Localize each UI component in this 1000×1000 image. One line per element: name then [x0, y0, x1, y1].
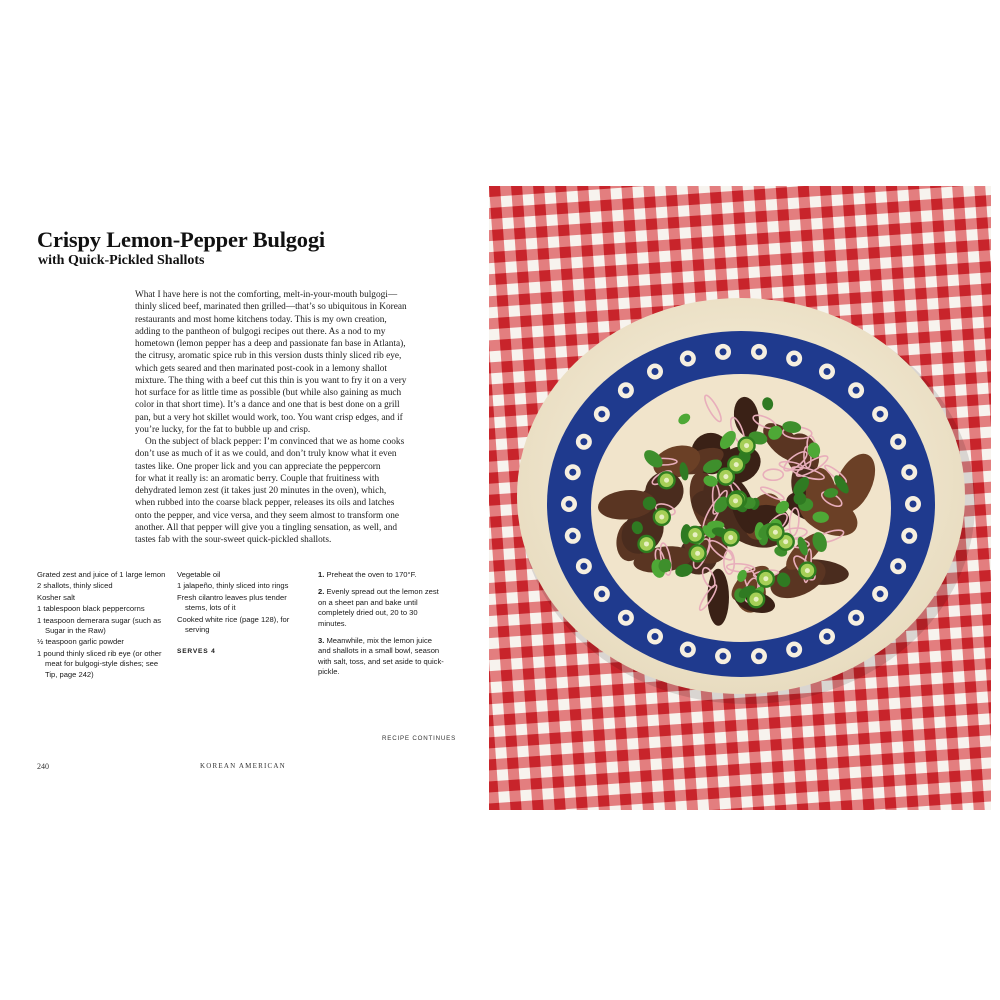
ingredient-item: 1 tablespoon black peppercorns	[37, 604, 145, 614]
step-text: Evenly spread out the lemon zest on a sheet pan and bake until completely dried out, 20 to 30 minutes.	[318, 587, 439, 628]
method-column	[318, 570, 446, 685]
intro-line: hometown (lemon pepper has a deep and passionate fan base in Atlanta),	[135, 339, 406, 349]
bulgogi-photo	[489, 186, 991, 810]
serves-label: SERVES 4	[177, 648, 216, 656]
intro-line: the citrusy, aromatic spice rub in this version dusts thinly sliced rib eye,	[135, 351, 402, 362]
intro-line: tastes fab with the sour-sweet quick-pickled shallots.	[135, 535, 332, 545]
intro-line: dehydrated lemon zest (it takes just 20 minutes in the oven), which,	[135, 486, 387, 496]
ingredient-item: ½ teaspoon garlic powder	[37, 637, 124, 647]
recipe-title: Crispy Lemon-Pepper Bulgogi	[37, 227, 325, 252]
ingredient-item: 1 pound thinly sliced rib eye (or other meat for bulgogi-style dishes; see Tip, page 242)	[37, 648, 162, 679]
intro-line: mixture. The thing with a beef cut this thin is you want to fry it on a very	[135, 375, 407, 386]
ingredient-item: Fresh cilantro leaves plus tender stems, lots of it	[177, 592, 287, 613]
intro-line: color in that short time). It’s a dance and one that is best done on a grill	[135, 400, 400, 411]
intro-line: onto the pepper, and vice versa, and they seem almost to transform one	[135, 510, 399, 521]
step-number: 1.	[318, 570, 325, 579]
ingredients-column-2	[177, 570, 307, 659]
intro-line: you’re lucky, for the fat to bubble up and crisp.	[135, 424, 311, 435]
ingredient-item: 1 teaspoon demerara sugar (such as Sugar in the Raw)	[37, 615, 162, 636]
ingredient-item: 1 jalapeño, thinly sliced into rings	[177, 581, 289, 591]
recipe-intro	[135, 289, 447, 546]
step-number: 3.	[318, 636, 325, 646]
intro-line: What I have here is not the comforting, melt-in-your-mouth bulgogi—	[135, 290, 398, 300]
method-step	[318, 587, 446, 629]
intro-line: pan, but a very hot skillet would work, too. You want crisp edges, and if	[135, 412, 403, 423]
intro-line: another. All that pepper will give you a tingling sensation, as well, and	[135, 522, 398, 533]
method-step	[318, 636, 446, 678]
recipe-subtitle: with Quick-Pickled Shallots	[38, 253, 205, 268]
step-number: 2.	[318, 587, 325, 597]
intro-line: adding to the pantheon of bulgogi recipes out there. As a nod to my	[135, 326, 386, 337]
intro-line: hot surface for as little time as possible (but while also gaining as much	[135, 388, 402, 398]
ingredients-column-1	[37, 570, 167, 681]
intro-line: tastes like. One proper lick and you can appreciate the peppercorn	[135, 461, 381, 472]
ingredient-item: Kosher salt	[37, 592, 75, 602]
ingredient-item: Vegetable oil	[177, 570, 221, 579]
ingredient-item: Grated zest and juice of 1 large lemon	[37, 570, 166, 579]
intro-line: On the subject of black pepper: I’m convinced that we as home cooks	[145, 437, 405, 447]
intro-line: which gets seared and then marinated post-cook in a lemony shallot	[135, 363, 387, 374]
recipe-continues-label: RECIPE CONTINUES	[382, 735, 456, 742]
intro-line: when rubbed into the coarse black pepper, releases its oils and latches	[135, 498, 395, 509]
page-number: 240	[37, 762, 49, 771]
running-head: KOREAN AMERICAN	[200, 762, 286, 770]
left-page	[0, 0, 488, 1000]
ingredient-item: Cooked white rice (page 128), for serving	[177, 614, 290, 635]
method-step	[318, 570, 446, 580]
intro-line: thinly sliced beef, marinated then grilled—that’s so ubiquitous in Korean	[135, 302, 407, 313]
step-text: Preheat the oven to 170°F.	[326, 570, 417, 579]
intro-line: don’t use as much of it as we could, and don’t truly know what it even	[135, 449, 397, 460]
ingredient-item: 2 shallots, thinly sliced	[37, 581, 113, 591]
step-text: Meanwhile, mix the lemon juice and shallots in a small bowl, season with salt, toss, and set aside to quick-pickle.	[318, 636, 444, 677]
intro-line: restaurants and most home kitchens today. This is my own creation,	[135, 314, 387, 325]
intro-line: for what it really is: an aromatic berry. Couple that fruitiness with	[135, 473, 380, 484]
